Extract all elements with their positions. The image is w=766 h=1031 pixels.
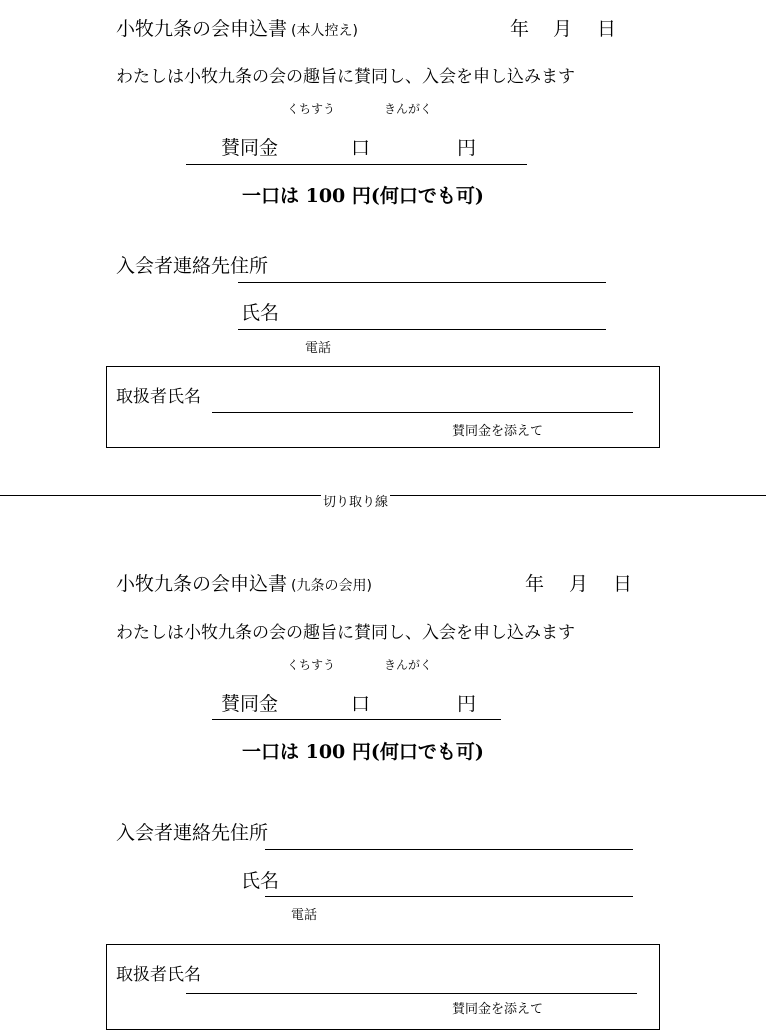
lower-date-day: 日	[613, 573, 633, 595]
upper-statement: わたしは小牧九条の会の趣旨に賛同し、入会を申し込みます	[116, 67, 575, 87]
upper-yen-label: 円	[457, 137, 477, 159]
lower-address-label: 入会者連絡先住所	[116, 822, 269, 844]
lower-units-label: 口	[351, 693, 371, 715]
upper-handler-field-line[interactable]	[212, 412, 633, 413]
lower-handler-box	[106, 944, 660, 1030]
upper-attach-note: 賛同金を添えて	[452, 424, 544, 439]
upper-handler-label: 取扱者氏名	[116, 387, 201, 407]
upper-units-label: 口	[351, 137, 371, 159]
lower-name-field-line[interactable]	[265, 896, 633, 897]
lower-rate-note: 一口は 100 円(何口でも可)	[242, 741, 484, 763]
upper-ruby-kingaku: きんがく	[384, 102, 433, 116]
lower-title-note: (九条の会用)	[291, 578, 372, 594]
lower-fee-label: 賛同金	[221, 693, 279, 715]
lower-yen-label: 円	[457, 693, 477, 715]
upper-date-month: 月	[553, 18, 573, 40]
lower-attach-note: 賛同金を添えて	[452, 1002, 544, 1017]
lower-date-month: 月	[569, 573, 589, 595]
upper-address-label: 入会者連絡先住所	[116, 255, 269, 277]
upper-rate-note: 一口は 100 円(何口でも可)	[242, 185, 484, 207]
cut-line-label: 切り取り線	[321, 491, 390, 510]
lower-ruby-kingaku: きんがく	[384, 658, 433, 672]
lower-handler-label: 取扱者氏名	[116, 965, 201, 985]
upper-address-field-line[interactable]	[238, 282, 606, 283]
upper-title	[116, 14, 358, 41]
upper-date-year: 年	[510, 18, 530, 40]
upper-date-day: 日	[597, 18, 617, 40]
lower-title	[116, 569, 372, 596]
upper-title-note: (本人控え)	[291, 23, 358, 39]
lower-date-year: 年	[525, 573, 545, 595]
upper-ruby-kuchisu: くちすう	[287, 102, 336, 116]
upper-title-text: 小牧九条の会申込書	[116, 18, 288, 40]
lower-handler-field-line[interactable]	[186, 993, 637, 994]
lower-phone-label: 電話	[291, 908, 318, 923]
lower-ruby-kuchisu: くちすう	[287, 658, 336, 672]
upper-name-label: 氏名	[241, 302, 280, 324]
upper-name-field-line[interactable]	[238, 329, 606, 330]
lower-fee-field-line[interactable]	[212, 719, 501, 720]
lower-name-label: 氏名	[241, 870, 280, 892]
lower-address-field-line[interactable]	[265, 849, 633, 850]
lower-title-text: 小牧九条の会申込書	[116, 573, 288, 595]
lower-statement: わたしは小牧九条の会の趣旨に賛同し、入会を申し込みます	[116, 623, 575, 643]
upper-phone-label: 電話	[305, 341, 332, 356]
upper-handler-box	[106, 366, 660, 448]
upper-fee-field-line[interactable]	[186, 164, 527, 165]
upper-fee-label: 賛同金	[221, 137, 279, 159]
